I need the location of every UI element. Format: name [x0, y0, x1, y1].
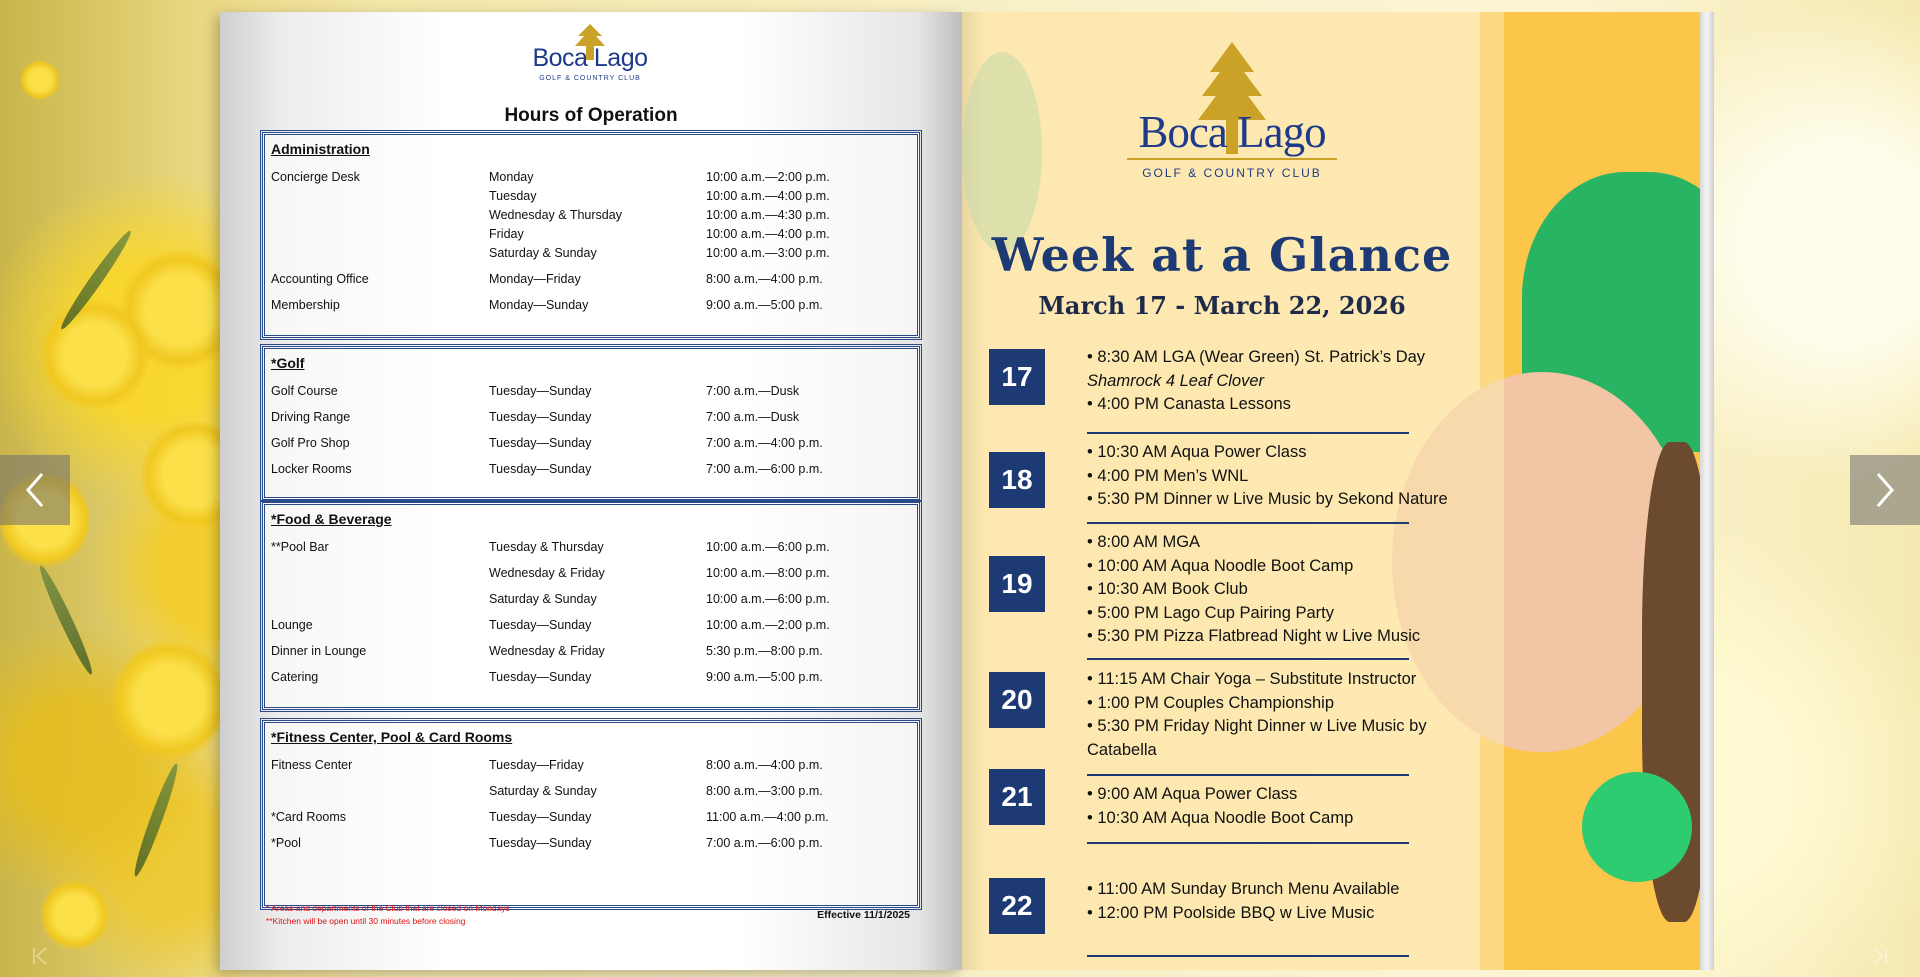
days: Wednesday & Friday: [489, 644, 605, 658]
event-item: • 10:00 AM Aqua Noodle Boot Camp: [1087, 556, 1354, 575]
hours-row: [271, 227, 911, 245]
times: 5:30 p.m.—8:00 p.m.: [706, 644, 823, 658]
day-events: [1087, 783, 1507, 830]
times: 8:00 a.m.—3:00 p.m.: [706, 784, 823, 798]
footnotes: [266, 902, 510, 928]
days: Friday: [489, 227, 524, 241]
days: Saturday & Sunday: [489, 592, 597, 606]
location: Lounge: [271, 618, 313, 632]
times: 8:00 a.m.—4:00 p.m.: [706, 758, 823, 772]
hours-row: [271, 298, 911, 316]
event-item: • 4:00 PM Canasta Lessons: [1087, 395, 1291, 413]
divider: [1087, 522, 1409, 524]
divider: [1087, 955, 1409, 957]
logo-brand: Boca Lago: [1138, 107, 1326, 157]
event-item: • 11:00 AM Sunday Brunch Menu Available: [1087, 880, 1400, 898]
times: 10:00 a.m.—2:00 p.m.: [706, 618, 830, 632]
times: 7:00 a.m.—6:00 p.m.: [706, 462, 823, 476]
hours-row: [271, 644, 911, 662]
day-events: [1087, 668, 1487, 762]
hours-row: [271, 246, 911, 264]
days: Wednesday & Friday: [489, 566, 605, 580]
logo-rule: [1127, 158, 1337, 160]
hours-title: Hours of Operation: [504, 105, 678, 126]
hours-row: [271, 189, 911, 207]
event-item: • 5:30 PM Friday Night Dinner w Live Music by Catabella: [1087, 717, 1427, 759]
times: 10:00 a.m.—6:00 p.m.: [706, 540, 830, 554]
days: Saturday & Sunday: [489, 784, 597, 798]
hours-row: [271, 384, 911, 402]
page-edge: [1700, 12, 1714, 970]
hours-row: [271, 618, 911, 636]
hours-row: [271, 810, 911, 828]
logo-subtitle: GOLF & COUNTRY CLUB: [539, 75, 641, 82]
location: Concierge Desk: [271, 170, 360, 184]
section-food-beverage: [262, 502, 920, 710]
times: 10:00 a.m.—8:00 p.m.: [706, 566, 830, 580]
hours-row: [271, 836, 911, 854]
days: Tuesday—Sunday: [489, 670, 592, 684]
days: Monday: [489, 170, 534, 184]
hours-row: [271, 208, 911, 226]
location: Golf Pro Shop: [271, 436, 350, 450]
days: Tuesday: [489, 189, 537, 203]
page-title: Week at a Glance: [991, 228, 1453, 282]
footnote-kitchen: **Kitchen will be open until 30 minutes before closing: [266, 916, 466, 926]
times: 8:00 a.m.—4:00 p.m.: [706, 272, 823, 286]
times: 10:00 a.m.—4:00 p.m.: [706, 189, 830, 203]
days: Tuesday—Sunday: [489, 836, 592, 850]
day-box: 20: [989, 672, 1045, 728]
day-box: 22: [989, 878, 1045, 934]
shamrock: [1582, 772, 1692, 882]
location: *Pool: [271, 836, 301, 850]
times: 7:00 a.m.—6:00 p.m.: [706, 836, 823, 850]
event-item: Shamrock 4 Leaf Clover: [1087, 371, 1264, 390]
event-item: • 1:00 PM Couples Championship: [1087, 693, 1334, 712]
section-fitness-pool-card: [262, 720, 920, 908]
event-item: • 8:30 AM LGA (Wear Green) St. Patrick’s Day: [1087, 348, 1426, 366]
day-events: [1087, 346, 1507, 417]
days: Monday—Sunday: [489, 298, 589, 312]
chevron-left-icon: [22, 470, 48, 510]
times: 10:00 a.m.—2:00 p.m.: [706, 170, 830, 184]
divider: [1087, 774, 1409, 776]
hours-row: [271, 540, 911, 558]
section-golf: [262, 346, 920, 500]
days: Tuesday—Sunday: [489, 618, 592, 632]
hours-row: [271, 758, 911, 776]
event-item: • 8:00 AM MGA: [1087, 533, 1201, 551]
location: **Pool Bar: [271, 540, 329, 554]
times: 7:00 a.m.—Dusk: [706, 384, 800, 398]
times: 9:00 a.m.—5:00 p.m.: [706, 298, 823, 312]
times: 10:00 a.m.—4:30 p.m.: [706, 208, 830, 222]
times: 11:00 a.m.—4:00 p.m.: [706, 810, 829, 824]
event-item: • 10:30 AM Book Club: [1087, 580, 1248, 598]
location: Golf Course: [271, 384, 338, 398]
divider: [1087, 432, 1409, 434]
effective-date: Effective 11/1/2025: [817, 909, 910, 921]
hours-row: [271, 272, 911, 290]
event-item: • 9:00 AM Aqua Power Class: [1087, 785, 1298, 803]
hours-row: [271, 170, 911, 188]
logo-brand: Boca Lago: [532, 44, 648, 72]
section-heading: *Fitness Center, Pool & Card Rooms: [271, 729, 513, 745]
day-box: 17: [989, 349, 1045, 405]
times: 7:00 a.m.—4:00 p.m.: [706, 436, 823, 450]
location: Driving Range: [271, 410, 351, 424]
event-item: • 4:00 PM Men’s WNL: [1087, 466, 1249, 485]
day-box: 21: [989, 769, 1045, 825]
day-box: 19: [989, 556, 1045, 612]
day-events: [1087, 531, 1507, 649]
club-logo: [1112, 38, 1352, 180]
hours-row: [271, 670, 911, 688]
footnote-closed-mondays: * Areas and departments of the Club that are closed on Mondays: [266, 903, 510, 913]
prev-page-button[interactable]: [0, 455, 70, 525]
day-events: [1087, 441, 1507, 512]
event-item: • 10:30 AM Aqua Power Class: [1087, 443, 1307, 461]
week-at-a-glance-page: [962, 12, 1702, 970]
chevron-right-icon: [1872, 470, 1898, 510]
section-heading: *Food & Beverage: [271, 511, 392, 527]
days: Tuesday—Friday: [489, 758, 584, 772]
location: Accounting Office: [271, 272, 369, 286]
days: Tuesday—Sunday: [489, 810, 592, 824]
days: Tuesday—Sunday: [489, 462, 592, 476]
hours-row: [271, 784, 911, 802]
days: Saturday & Sunday: [489, 246, 597, 260]
location: Fitness Center: [271, 758, 353, 772]
event-item: • 11:15 AM Chair Yoga – Substitute Instructor: [1087, 670, 1417, 688]
event-item: • 10:30 AM Aqua Noodle Boot Camp: [1087, 808, 1354, 827]
section-heading: *Golf: [271, 355, 305, 371]
date-range: March 17 - March 22, 2026: [1038, 291, 1406, 320]
days: Wednesday & Thursday: [489, 208, 622, 222]
hours-row: [271, 592, 911, 610]
times: 10:00 a.m.—6:00 p.m.: [706, 592, 830, 606]
hours-page: [220, 12, 962, 970]
logo-subtitle: GOLF & COUNTRY CLUB: [1142, 166, 1322, 180]
days: Tuesday—Sunday: [489, 410, 592, 424]
next-page-button[interactable]: [1850, 455, 1920, 525]
days: Tuesday—Sunday: [489, 384, 592, 398]
club-logo-small: [520, 22, 660, 82]
section-heading: Administration: [271, 141, 370, 157]
days: Tuesday—Sunday: [489, 436, 592, 450]
days: Tuesday & Thursday: [489, 540, 604, 554]
divider: [1087, 658, 1409, 660]
last-page-icon[interactable]: [1868, 945, 1890, 967]
event-item: • 5:00 PM Lago Cup Pairing Party: [1087, 603, 1334, 622]
location: *Card Rooms: [271, 810, 347, 824]
days: Monday—Friday: [489, 272, 581, 286]
event-item: • 5:30 PM Pizza Flatbread Night w Live Music: [1087, 627, 1421, 645]
times: 10:00 a.m.—3:00 p.m.: [706, 246, 830, 260]
location: Dinner in Lounge: [271, 644, 367, 658]
day-events: [1087, 878, 1507, 925]
hours-row: [271, 462, 911, 480]
event-item: • 12:00 PM Poolside BBQ w Live Music: [1087, 903, 1375, 922]
location: Catering: [271, 670, 319, 684]
event-item: • 5:30 PM Dinner w Live Music by Sekond Nature: [1087, 490, 1448, 508]
section-administration: [262, 132, 920, 338]
hours-row: [271, 410, 911, 428]
times: 10:00 a.m.—4:00 p.m.: [706, 227, 830, 241]
times: 9:00 a.m.—5:00 p.m.: [706, 670, 823, 684]
location: Membership: [271, 298, 340, 312]
times: 7:00 a.m.—Dusk: [706, 410, 800, 424]
hours-row: [271, 436, 911, 454]
day-box: 18: [989, 452, 1045, 508]
hours-row: [271, 566, 911, 584]
divider: [1087, 842, 1409, 844]
first-page-icon[interactable]: [30, 945, 52, 967]
location: Locker Rooms: [271, 462, 352, 476]
